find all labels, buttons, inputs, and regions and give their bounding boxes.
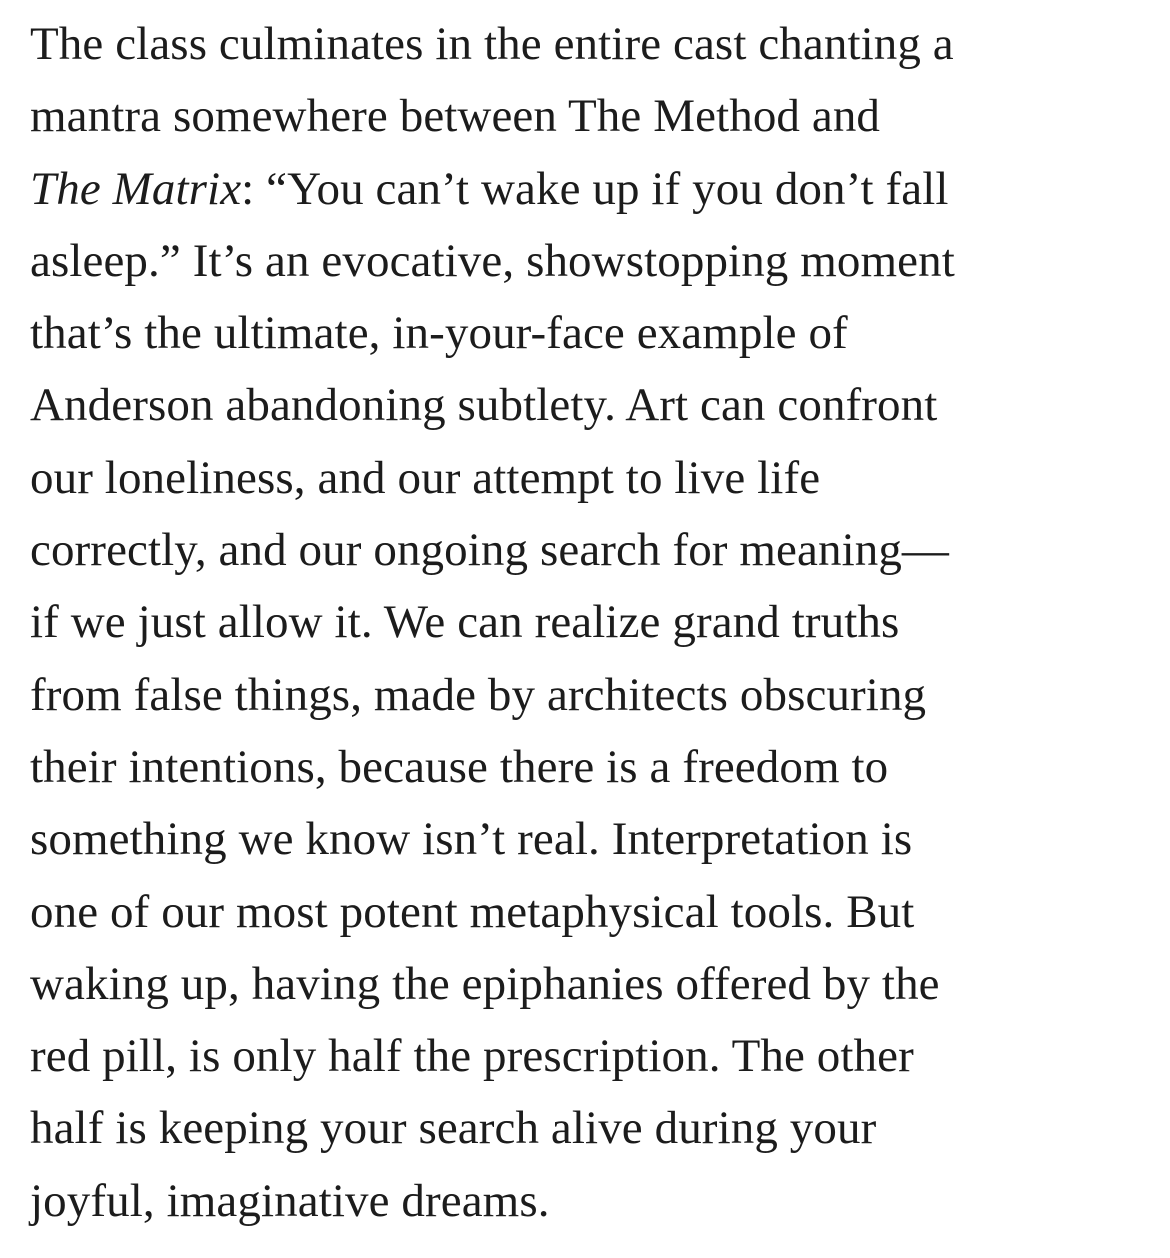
text-line-8: correctly, and our ongoing search for meaning— bbox=[30, 524, 950, 577]
text-line-5: that’s the ultimate, in-your-face example of bbox=[30, 307, 848, 360]
text-line-12: something we know isn’t real. Interpretation is bbox=[30, 813, 913, 866]
text-line-3 bbox=[30, 153, 1160, 225]
text-line-11: their intentions, because there is a freedom to bbox=[30, 740, 889, 793]
text-line-10: from false things, made by architects obscuring bbox=[30, 668, 927, 721]
text-line-2: mantra somewhere between The Method and bbox=[30, 90, 881, 143]
text-line-15: red pill, is only half the prescription. The other bbox=[30, 1030, 914, 1083]
article-paragraph bbox=[30, 8, 1160, 1237]
text-line-9: if we just allow it. We can realize grand truths bbox=[30, 596, 900, 649]
text-line-17: joyful, imaginative dreams. bbox=[30, 1174, 550, 1227]
text-line-1: The class culminates in the entire cast chanting a bbox=[30, 18, 954, 70]
text-line-16: half is keeping your search alive during your bbox=[30, 1102, 877, 1155]
text-line-6: Anderson abandoning subtlety. Art can confront bbox=[30, 379, 938, 432]
text-line-4: asleep.” It’s an evocative, showstopping moment bbox=[30, 234, 955, 287]
text-line-3-rest: : “You can’t wake up if you don’t fall bbox=[241, 162, 949, 215]
text-line-13: one of our most potent metaphysical tools. But bbox=[30, 885, 915, 938]
text-line-7: our loneliness, and our attempt to live life bbox=[30, 451, 821, 504]
text-line-14: waking up, having the epiphanies offered by the bbox=[30, 957, 940, 1010]
film-title-italic: The Matrix bbox=[30, 162, 242, 215]
